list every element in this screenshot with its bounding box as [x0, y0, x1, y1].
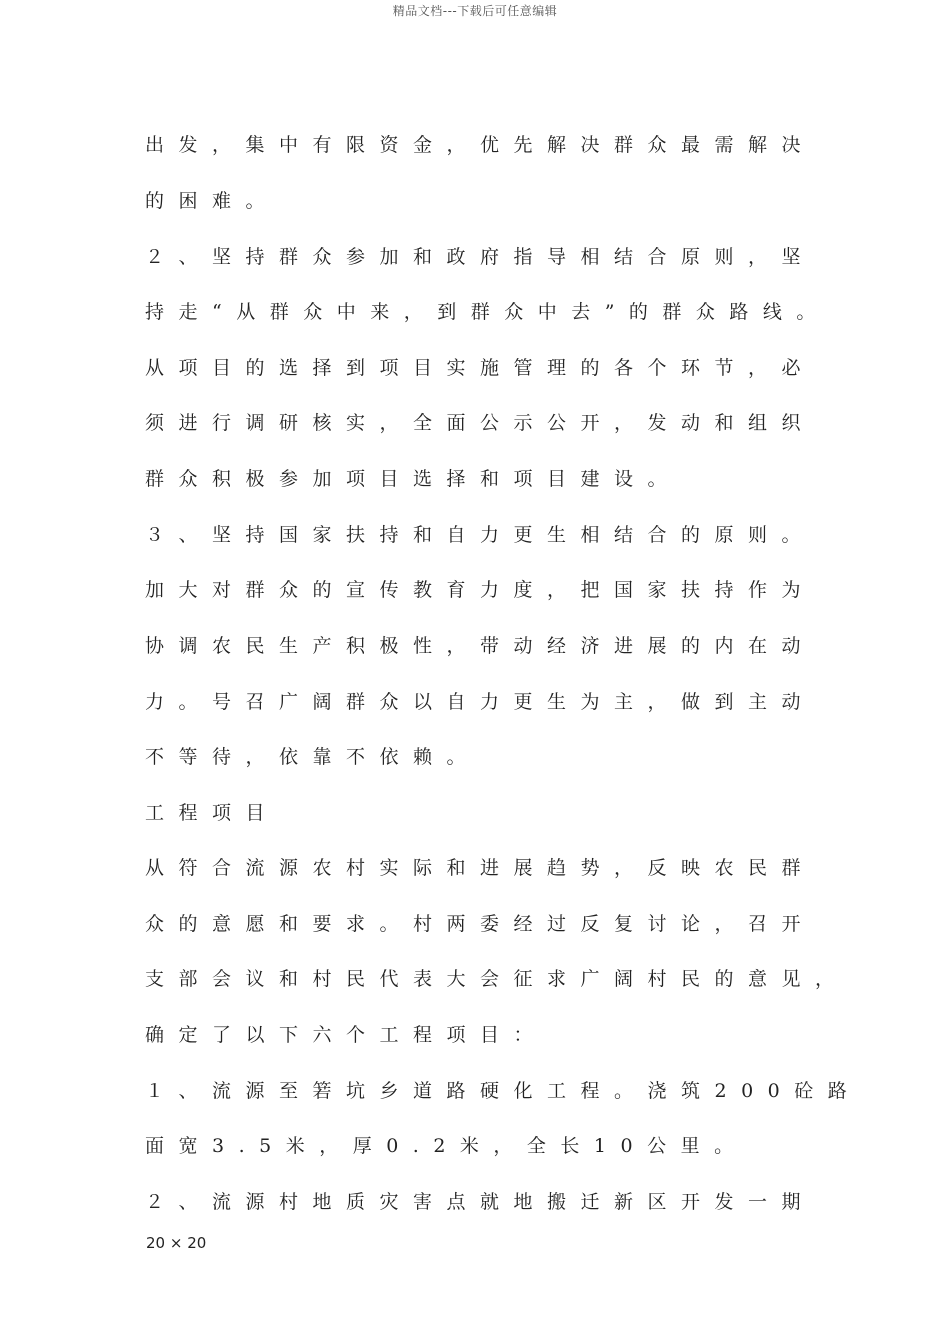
body-line-6: 须进行调研核实，全面公示公开，发动和组织 [145, 412, 816, 434]
footer-note: 20 × 20 [146, 1234, 207, 1252]
body-line-3: ２、坚持群众参加和政府指导相结合原则，坚 [145, 246, 816, 268]
body-line-16: 支部会议和村民代表大会征求广阔村民的意见， [145, 968, 849, 990]
body-line-2: 的困难。 [145, 190, 280, 212]
body-line-18: １、流源至箬坑乡道路硬化工程。浇筑200砼路 [145, 1080, 862, 1102]
body-line-20: ２、流源村地质灾害点就地搬迁新区开发一期 [145, 1191, 816, 1213]
body-line-1: 出发，集中有限资金，优先解决群众最需解决 [145, 134, 816, 156]
body-line-17: 确定了以下六个工程项目： [145, 1024, 548, 1046]
body-line-19: 面宽3.5米，厚0.2米，全长10公里。 [145, 1135, 748, 1157]
body-line-10: 协调农民生产积极性，带动经济进展的内在动 [145, 635, 816, 657]
body-line-7: 群众积极参加项目选择和项目建设。 [145, 468, 682, 490]
body-line-9: 加大对群众的宣传教育力度，把国家扶持作为 [145, 579, 816, 601]
body-line-15: 众的意愿和要求。村两委经过反复讨论，召开 [145, 913, 816, 935]
body-line-8: ３、坚持国家扶持和自力更生相结合的原则。 [145, 524, 816, 546]
body-line-4: 持走“从群众中来，到群众中去”的群众路线。 [145, 301, 830, 323]
body-line-5: 从项目的选择到项目实施管理的各个环节，必 [145, 357, 816, 379]
section-heading: 工程项目 [145, 802, 280, 824]
body-line-12: 不等待，依靠不依赖。 [145, 746, 481, 768]
body-line-11: 力。号召广阔群众以自力更生为主，做到主动 [145, 691, 816, 713]
body-line-14: 从符合流源农村实际和进展趋势，反映农民群 [145, 857, 816, 879]
page-header: 精品文档---下载后可任意编辑 [392, 4, 558, 18]
